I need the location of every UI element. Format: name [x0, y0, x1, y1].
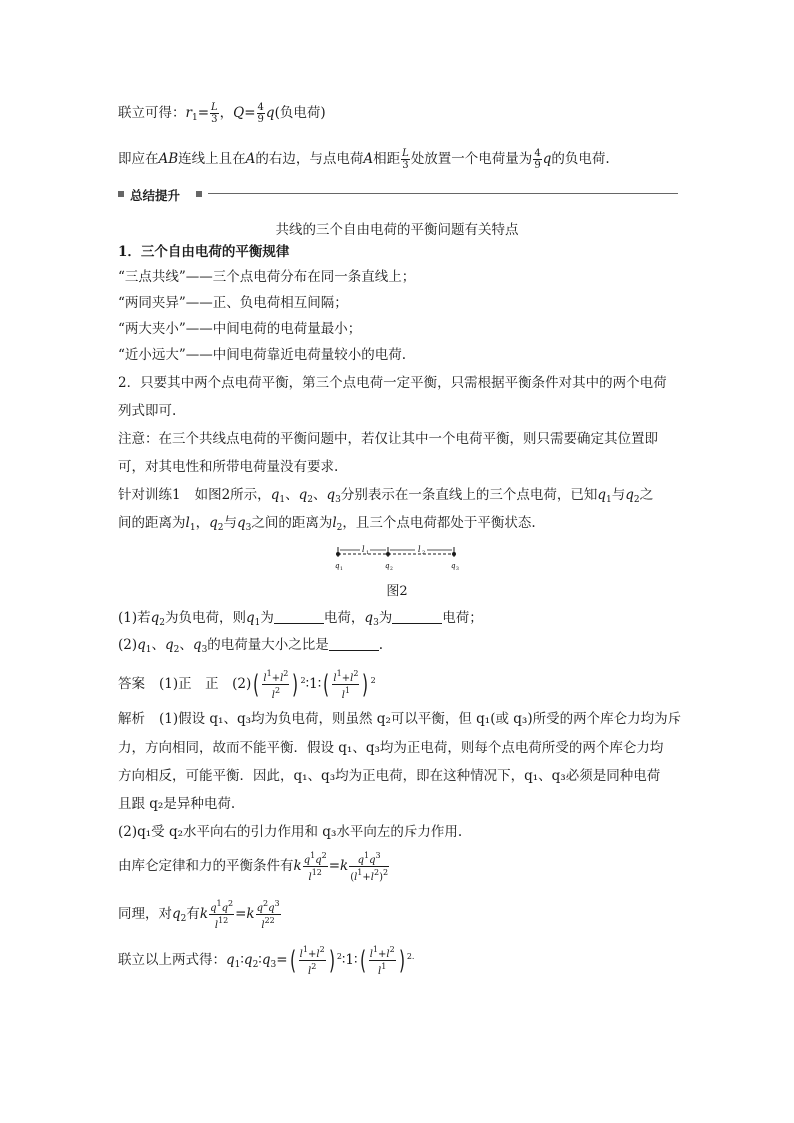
- subscript: 1: [279, 495, 286, 505]
- text: 的电荷量大小之比是: [207, 637, 329, 653]
- exercise-line: 针对训练1 如图2所示，$q_1$、$q_2$、$q_3$分别表示在一条直线上的三个点电荷，已知$q_1$与$q_2$之: [118, 487, 654, 505]
- analysis-text: (2)q₁受 q₂水平向右的引力作用和 q₃水平向左的斥力作用.: [118, 824, 463, 840]
- subscript: 1: [145, 645, 152, 655]
- label-q1-subscript: 1: [340, 567, 343, 572]
- subscript: 2: [217, 523, 224, 533]
- figure-caption: 图2: [386, 584, 408, 599]
- paren-right: ): [292, 669, 299, 700]
- ratio-fraction-1: $\frac{l^1+l^2}{l^2}$: [299, 945, 325, 977]
- A-symbol: A: [245, 151, 256, 167]
- subscript: 1: [606, 495, 612, 505]
- fraction-denominator: 9: [534, 160, 541, 171]
- ratio-fraction-1: $\frac{l^1+l^2}{l^2}$: [263, 669, 289, 701]
- paren-left: (: [253, 669, 260, 700]
- text: 电荷，: [323, 610, 365, 626]
- subscript: 2: [159, 618, 166, 628]
- figure-2-diagram: [330, 542, 465, 572]
- subscript: 2: [173, 645, 180, 655]
- q-symbol: q: [298, 487, 308, 503]
- fraction-L-over-3: [401, 148, 410, 171]
- rule1-item: “近小远大”——中间电荷靠近电荷量较小的电荷.: [118, 347, 407, 363]
- q-symbol: q: [236, 515, 246, 531]
- text: 与: [611, 487, 626, 503]
- equation-fraction: $\frac{q^1q^2}{l^{12}}$: [210, 899, 234, 931]
- subscript: 3: [201, 645, 208, 655]
- subscript: 2: [180, 914, 187, 924]
- text: 即应在: [118, 151, 159, 167]
- subscript: 1: [189, 523, 196, 533]
- fraction-numerator: 4: [534, 148, 541, 159]
- text: (1)若: [118, 610, 151, 626]
- charge-q2-dot: [386, 552, 390, 556]
- fraction-L-over-3: [210, 102, 219, 125]
- label-l1-subscript: 1: [366, 550, 370, 556]
- A-symbol: A: [363, 151, 374, 167]
- answer-line: 答案 (1)正 正 (2)( $\frac{l^1+l^2}{l^2}$ ) $^2$∶1∶( $\frac{l^1+l^2}{l^1}$ ) $^2$: [118, 669, 376, 701]
- subscript: 3: [335, 495, 341, 505]
- answer-text: (1)正 正 (2): [159, 676, 252, 692]
- rule2-text: 2．只要其中两个点电荷平衡，第三个点电荷一定平衡，只需根据平衡条件对其中的两个电荷: [118, 375, 667, 391]
- text: 的右边，与点电荷: [255, 151, 364, 167]
- text: ，且三个点电荷都处于平衡状态.: [342, 515, 536, 531]
- exponent-end: 2.: [406, 952, 415, 961]
- paren-right: ): [398, 945, 405, 976]
- section-marker-icon: [196, 191, 202, 197]
- text: 之: [639, 487, 654, 503]
- q-symbol: q: [364, 610, 374, 626]
- combine-result-line: [118, 102, 326, 127]
- subscript: 2: [633, 495, 640, 505]
- subscript: 2: [336, 523, 343, 533]
- text: 的负电荷.: [551, 151, 610, 167]
- fraction-denominator: 3: [211, 114, 218, 125]
- text: 处放置一个电荷量为: [410, 151, 533, 167]
- same-equation: 同理，对$q_2$有k $\frac{q^1q^2}{l^{12}}$ =k $\frac{q^2q^3}{l^{22}}$: [118, 899, 280, 931]
- answer-blank[interactable]: [392, 609, 442, 624]
- rule1-item: “两大夹小”——中间电荷的电荷量最小；: [118, 321, 362, 337]
- text: 相距: [373, 151, 401, 167]
- section-marker-icon: [118, 191, 124, 197]
- q-symbol: q: [326, 487, 336, 503]
- q-symbol: q: [165, 637, 174, 653]
- answer-blank[interactable]: [274, 609, 324, 624]
- question-1: [118, 609, 483, 632]
- comma: ，: [219, 105, 234, 121]
- fraction-4-over-9: [257, 102, 265, 125]
- subscript: 3: [245, 523, 252, 533]
- charge-q3-dot: [452, 552, 456, 556]
- ratio-fraction-2: $\frac{l^1+l^2}{l^1}$: [333, 669, 359, 701]
- negative-charge-note: (负电荷): [274, 105, 326, 121]
- text: 与: [223, 515, 237, 531]
- text: 为: [378, 610, 393, 626]
- subscript: 2: [307, 495, 313, 505]
- label-l2-subscript: 2: [422, 550, 426, 556]
- AB-symbol: AB: [158, 151, 179, 167]
- rule1-item: “两同夹异”——正、负电荷相互间隔；: [118, 295, 348, 311]
- paren-right: ): [362, 669, 369, 700]
- exercise-line: 间的距离为$l_1$，$q_2$与$q_3$之间的距离为$l_2$，且三个点电荷都处于平衡状态.: [118, 515, 536, 533]
- rule1-item: “三点共线”——三个点电荷分布在同一条直线上；: [118, 269, 416, 285]
- analysis-label: 解析: [118, 711, 145, 727]
- l-symbol: l: [185, 515, 190, 531]
- analysis-line: [118, 710, 681, 728]
- r1-symbol: r: [185, 105, 192, 121]
- section-header: [118, 186, 678, 202]
- analysis-text: 方向相反，可能平衡．因此，q₁、q₃均为正电荷，即在这种情况下，q₁、q₃必须是同种电荷: [118, 768, 661, 784]
- exercise-label: 针对训练1: [118, 487, 181, 503]
- answer-label: 答案: [118, 676, 145, 692]
- text: 由库仑定律和力的平衡条件有: [118, 858, 294, 874]
- fraction-numerator: L: [211, 102, 218, 113]
- text: 电荷；: [442, 610, 483, 626]
- q-symbol: q: [192, 637, 202, 653]
- analysis-text: 且跟 q₂是异种电荷.: [118, 796, 236, 812]
- note-text: 注意：在三个共线点电荷的平衡问题中，若仅让其中一个电荷平衡，则只需要确定其位置即: [118, 431, 658, 447]
- text: (2): [118, 637, 138, 653]
- subscript: 1: [254, 618, 261, 628]
- q-symbol: q: [265, 105, 275, 121]
- label-q2-subscript: 2: [390, 567, 393, 572]
- summary-title: 共线的三个自由电荷的平衡问题有关特点: [275, 222, 519, 238]
- fraction-numerator: L: [402, 148, 409, 159]
- text: 为负电荷，则: [165, 610, 247, 626]
- coulomb-equation: 由库仑定律和力的平衡条件有k $\frac{q^1q^2}{l^{12}}$ =k $\frac{q^1q^3}{(l^1+l^2)^2}$: [118, 851, 389, 883]
- text: 联立以上两式得：: [118, 952, 226, 968]
- fraction-numerator: 4: [257, 102, 264, 113]
- label-l1: l: [362, 545, 365, 554]
- label-q2: q: [385, 562, 390, 570]
- fraction-4-over-9: [533, 148, 541, 171]
- conclusion-line: [118, 148, 610, 171]
- subscript: 3: [373, 618, 379, 628]
- rule2-text: 列式即可.: [118, 403, 177, 419]
- combine-equation: 联立以上两式得：$q_1∶q_2∶q_3=$( $\frac{l^1+l^2}{l^2}$ ) $^2$∶1∶( $\frac{l^1+l^2}{l^1}$ ) $^{2.}$: [118, 945, 415, 977]
- equals-sign: =: [197, 105, 210, 121]
- paren-left: (: [289, 945, 296, 976]
- q-symbol: q: [246, 610, 255, 626]
- paren-left: (: [359, 945, 366, 976]
- q-symbol: q: [270, 487, 280, 503]
- text: 间的距离为: [118, 515, 186, 531]
- text: .: [378, 637, 384, 653]
- analysis-text: (1)假设 q₁、q₃均为负电荷，则虽然 q₂可以平衡，但 q₁(或 q₃)所受的两个库仑力均为斥: [159, 711, 682, 727]
- q-symbol: q: [597, 487, 607, 503]
- section-divider: [208, 193, 678, 194]
- q-symbol: q: [625, 487, 634, 503]
- equation-fraction: $\frac{q^1q^3}{(l^1+l^2)^2}$: [350, 851, 389, 883]
- r1-subscript: 1: [191, 113, 198, 123]
- Q-symbol: Q: [233, 105, 245, 121]
- q-symbol: q: [542, 151, 552, 167]
- paren-left: (: [323, 669, 330, 700]
- ratio-text: ∶1∶: [305, 676, 322, 692]
- q-symbol: q: [150, 610, 160, 626]
- text: 如图2所示，: [194, 487, 271, 503]
- section-title: 总结提升: [130, 188, 181, 203]
- q-symbol: q: [209, 515, 218, 531]
- text: 连线上且在: [178, 151, 246, 167]
- rule1-heading: 1．三个自由电荷的平衡规律: [118, 244, 290, 260]
- label-q1: q: [335, 562, 340, 570]
- q-symbol: q: [172, 906, 181, 922]
- note-text: 可，对其电性和所带电荷量没有要求.: [118, 459, 339, 475]
- q-symbol: q: [137, 637, 146, 653]
- label-q3-subscript: 3: [456, 567, 459, 572]
- charge-q1-dot: [336, 552, 340, 556]
- combine-prefix: 联立可得：: [118, 105, 186, 121]
- equals-sign: =: [244, 105, 256, 121]
- label-q3: q: [451, 562, 456, 570]
- text: 有: [186, 906, 200, 922]
- analysis-text: 力，方向相同，故而不能平衡．假设 q₁、q₃均为正电荷，则每个点电荷所受的两个库仑力均: [118, 740, 664, 756]
- text: 为: [260, 610, 274, 626]
- equation-fraction: $\frac{q^2q^3}{l^{22}}$: [256, 899, 280, 931]
- l-symbol: l: [332, 515, 337, 531]
- ratio-fraction-2: $\frac{l^1+l^2}{l^1}$: [369, 945, 395, 977]
- fraction-denominator: 3: [402, 160, 409, 171]
- equation-fraction: $\frac{q^1q^2}{l^{12}}$: [303, 851, 327, 883]
- fraction-denominator: 9: [257, 114, 264, 125]
- text: 分别表示在一条直线上的三个点电荷，已知: [340, 487, 598, 503]
- answer-blank[interactable]: [329, 636, 379, 651]
- text: 之间的距离为: [251, 515, 333, 531]
- question-2: $(2)q_1$、$q_2$、$q_3$的电荷量大小之比是 .: [118, 637, 384, 655]
- label-l2: l: [418, 545, 421, 554]
- text: 同理，对: [118, 906, 172, 922]
- paren-right: ): [328, 945, 335, 976]
